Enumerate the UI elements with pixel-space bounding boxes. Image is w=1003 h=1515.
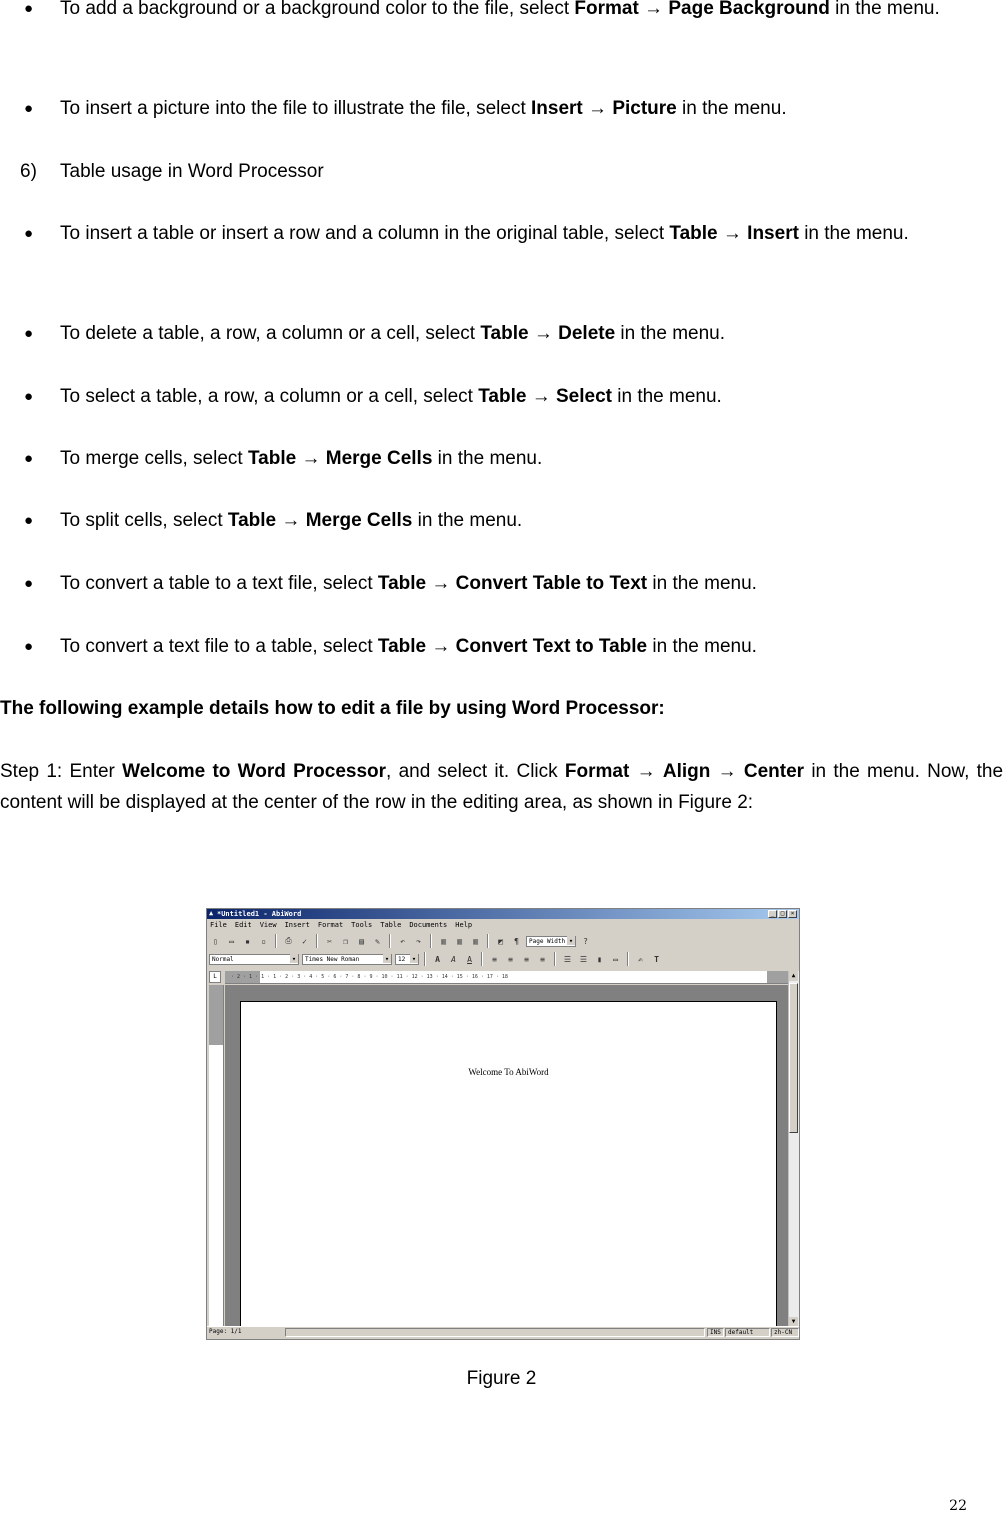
toolbar-separator xyxy=(554,952,556,966)
arrow: → xyxy=(296,448,326,469)
menu-term: Table xyxy=(669,223,718,244)
text-run: in the menu. xyxy=(432,448,543,469)
justify-icon[interactable]: ≡ xyxy=(540,954,545,964)
bullet-icon: ● xyxy=(24,512,34,529)
toolbar-separator xyxy=(316,934,318,948)
bullet-icon: ● xyxy=(24,638,34,655)
menu-term: Table xyxy=(247,448,297,469)
column-two-icon[interactable]: ▥ xyxy=(457,936,462,946)
menu-term: Merge Cells xyxy=(325,448,433,469)
arrow: → xyxy=(629,761,663,782)
example-heading: The following example details how to edit a file by using Word Processor: xyxy=(0,698,665,719)
arrow: → xyxy=(426,573,456,594)
menu-term: Align xyxy=(662,761,711,782)
tab-stop-selector[interactable]: L xyxy=(209,971,221,983)
menu-term: Table xyxy=(227,510,277,531)
bullet-text xyxy=(60,381,1003,412)
arrow: → xyxy=(638,0,669,19)
arrow: → xyxy=(717,223,748,244)
ruler-margin xyxy=(767,971,789,983)
font-size-select[interactable]: 12 ▾ xyxy=(395,954,419,965)
window-controls xyxy=(768,910,797,918)
scrollbar-thumb[interactable] xyxy=(789,983,798,1133)
text-color-icon[interactable]: T xyxy=(654,954,659,964)
format-toolbar xyxy=(209,950,797,968)
column-one-icon[interactable]: ▥ xyxy=(441,936,446,946)
text-run: in the menu. xyxy=(615,323,725,344)
vertical-ruler[interactable] xyxy=(209,985,224,1327)
menu-insert[interactable]: Insert xyxy=(284,921,310,929)
italic-icon[interactable]: A xyxy=(451,954,456,964)
toolbar-separator xyxy=(481,952,483,966)
scroll-down-icon[interactable]: ▼ xyxy=(789,1317,798,1327)
menu-term: Merge Cells xyxy=(305,510,413,531)
toolbar-separator xyxy=(487,934,489,948)
app-icon: ▲ xyxy=(209,909,214,917)
menu-term: Center xyxy=(743,761,805,782)
spellcheck-icon[interactable]: ✓ xyxy=(302,936,307,946)
bullet-text xyxy=(60,568,1003,599)
text-run: in the menu. xyxy=(412,510,523,531)
outdent-icon[interactable]: ▮ xyxy=(597,954,602,964)
menubar xyxy=(207,920,799,931)
menu-documents[interactable]: Documents xyxy=(409,921,448,929)
bold-icon[interactable]: A xyxy=(435,954,440,964)
highlight-icon[interactable]: ✍ xyxy=(638,954,643,964)
bullet-icon: ● xyxy=(24,0,34,17)
bullet-icon: ● xyxy=(24,325,34,342)
status-style: default xyxy=(725,1328,770,1337)
menu-term: Picture xyxy=(612,98,677,119)
menu-help[interactable]: Help xyxy=(455,921,473,929)
bullet-text xyxy=(60,443,1003,474)
text-run: To insert a table or insert a row and a column in the original table, select xyxy=(60,223,670,244)
arrow: → xyxy=(276,510,306,531)
status-page: Page: 1/1 xyxy=(209,1328,242,1335)
menu-term: Format xyxy=(574,0,639,19)
text-run: in the menu. xyxy=(676,98,787,119)
menu-file[interactable]: File xyxy=(210,921,227,929)
scroll-up-icon[interactable]: ▲ xyxy=(789,971,798,981)
arrow: → xyxy=(528,323,559,344)
style-select[interactable]: Normal ▾ xyxy=(209,954,299,965)
font-select[interactable]: Times New Roman ▾ xyxy=(302,954,392,965)
toolbar-separator xyxy=(424,952,426,966)
underline-icon[interactable]: A xyxy=(467,954,472,964)
arrow: → xyxy=(582,98,613,119)
text-run: To delete a table, a row, a column or a cell, select xyxy=(60,323,481,344)
bullet-icon: ● xyxy=(24,575,34,592)
vertical-scrollbar[interactable] xyxy=(788,971,799,1327)
toolbar-separator xyxy=(430,934,432,948)
page-number: 22 xyxy=(949,1498,967,1514)
new-icon[interactable]: ▯ xyxy=(213,936,218,946)
zoom-select[interactable]: Page Width ▾ xyxy=(526,936,576,947)
menu-edit[interactable]: Edit xyxy=(234,921,252,929)
column-three-icon[interactable]: ▥ xyxy=(473,936,478,946)
redo-icon[interactable]: ↷ xyxy=(416,936,421,946)
text-run: in the menu. Now, the content will be displayed at the center of the row in the editing area, as shown in Figure 2: xyxy=(0,761,1003,813)
bullet-icon: ● xyxy=(24,450,34,467)
menu-term: Convert Text to Table xyxy=(455,636,648,657)
menu-term: Delete xyxy=(558,323,616,344)
pilcrow-icon[interactable]: ¶ xyxy=(514,936,519,946)
status-message xyxy=(285,1328,705,1337)
menu-term: Insert xyxy=(747,223,799,244)
bullet-text xyxy=(60,318,1003,349)
align-center-icon[interactable]: ≡ xyxy=(508,954,513,964)
menu-term: Convert Table to Text xyxy=(455,573,648,594)
menu-term: Select xyxy=(556,386,612,407)
menu-term: Insert xyxy=(531,98,583,119)
text-run: To split cells, select xyxy=(60,510,228,531)
copy-icon[interactable]: ❐ xyxy=(343,936,348,946)
text-run: Step 1: Enter xyxy=(0,761,123,782)
menu-term: Table xyxy=(377,573,427,594)
ruler-margin xyxy=(209,985,223,1045)
menu-format[interactable]: Format xyxy=(317,921,344,929)
status-language: zh-CN xyxy=(771,1328,799,1337)
menu-term: Table xyxy=(478,386,527,407)
insert-image-icon[interactable]: ◩ xyxy=(498,936,503,946)
bullets-icon[interactable]: ☰ xyxy=(563,954,572,964)
section-title: Table usage in Word Processor xyxy=(60,161,324,182)
save-icon[interactable]: ▪ xyxy=(245,936,250,946)
menu-term: Page Background xyxy=(668,0,830,19)
bullet-icon: ● xyxy=(24,100,34,117)
arrow: → xyxy=(426,636,456,657)
align-left-icon[interactable]: ≡ xyxy=(492,954,497,964)
text-run: To insert a picture into the file to illustrate the file, select xyxy=(60,98,532,119)
bullet-icon: ● xyxy=(24,225,34,242)
text-run: To merge cells, select xyxy=(60,448,248,469)
menu-term: Table xyxy=(480,323,529,344)
bullet-item xyxy=(0,0,1003,55)
text-run: in the menu. xyxy=(798,223,909,244)
text-run: in the menu. xyxy=(829,0,940,19)
document-page[interactable] xyxy=(240,1001,777,1327)
menu-tools[interactable]: Tools xyxy=(351,921,373,929)
bullet-text xyxy=(60,93,1003,124)
save-as-icon[interactable]: ▫ xyxy=(261,936,266,946)
section-number: 6) xyxy=(20,161,37,182)
text-run: in the menu. xyxy=(647,573,757,594)
text-run: To add a background or a background color to the file, select xyxy=(60,0,575,19)
figure-caption: Figure 2 xyxy=(466,1368,537,1389)
numbering-icon[interactable]: ☰ xyxy=(579,954,588,964)
bold-term: Welcome to Word Processor xyxy=(122,761,387,782)
menu-view[interactable]: View xyxy=(259,921,277,929)
abiword-screenshot xyxy=(206,908,800,1340)
window-titlebar xyxy=(207,909,799,919)
cut-icon[interactable]: ✂ xyxy=(327,936,332,946)
text-run: To select a table, a row, a column or a cell, select xyxy=(60,386,479,407)
print-icon[interactable]: ⎙ xyxy=(285,936,292,945)
open-icon[interactable]: ▭ xyxy=(229,936,234,946)
paste-icon[interactable]: ▤ xyxy=(359,936,364,946)
status-insert-mode: INS xyxy=(707,1328,724,1337)
maximize-icon[interactable]: □ xyxy=(778,910,787,918)
format-painter-icon[interactable]: ✎ xyxy=(375,936,380,946)
toolbar-separator xyxy=(389,934,391,948)
text-run: in the menu. xyxy=(647,636,757,657)
ruler-numbers: · 2 · 1 · 1 · 1 · 2 · 3 · 4 · 5 · 6 · 7 · 8 · 9 · 10 · 11 · 12 · 13 · 14 · 15 · 16 · 17 · 18 xyxy=(231,974,508,980)
step-1-paragraph xyxy=(0,756,1003,818)
indent-icon[interactable]: ▭ xyxy=(613,954,618,964)
help-icon[interactable]: ? xyxy=(583,936,588,946)
bullet-text xyxy=(60,631,1003,662)
editing-area[interactable] xyxy=(225,985,789,1327)
align-right-icon[interactable]: ≡ xyxy=(524,954,529,964)
text-run: in the menu. xyxy=(611,386,722,407)
close-icon[interactable]: × xyxy=(788,910,797,918)
bullet-icon: ● xyxy=(24,388,34,405)
text-run: To convert a text file to a table, select xyxy=(60,636,378,657)
menu-table[interactable]: Table xyxy=(380,921,402,929)
arrow: → xyxy=(526,386,556,407)
bullet-text xyxy=(60,505,1003,536)
arrow: → xyxy=(710,761,744,782)
status-bar xyxy=(207,1326,799,1339)
document-text[interactable]: Welcome To AbiWord xyxy=(468,1067,549,1077)
window-title: *Untitled1 - AbiWord xyxy=(217,910,302,918)
text-run: To convert a table to a text file, select xyxy=(60,573,378,594)
bullet-text xyxy=(60,0,1003,24)
standard-toolbar xyxy=(209,932,797,950)
horizontal-ruler[interactable] xyxy=(225,971,789,984)
menu-term: Table xyxy=(377,636,427,657)
menu-term: Format xyxy=(564,761,630,782)
minimize-icon[interactable]: _ xyxy=(768,910,777,918)
toolbar-separator xyxy=(627,952,629,966)
bullet-text xyxy=(60,218,1003,249)
text-run: , and select it. Click xyxy=(386,761,565,782)
toolbar-separator xyxy=(275,934,277,948)
undo-icon[interactable]: ↶ xyxy=(400,936,405,946)
